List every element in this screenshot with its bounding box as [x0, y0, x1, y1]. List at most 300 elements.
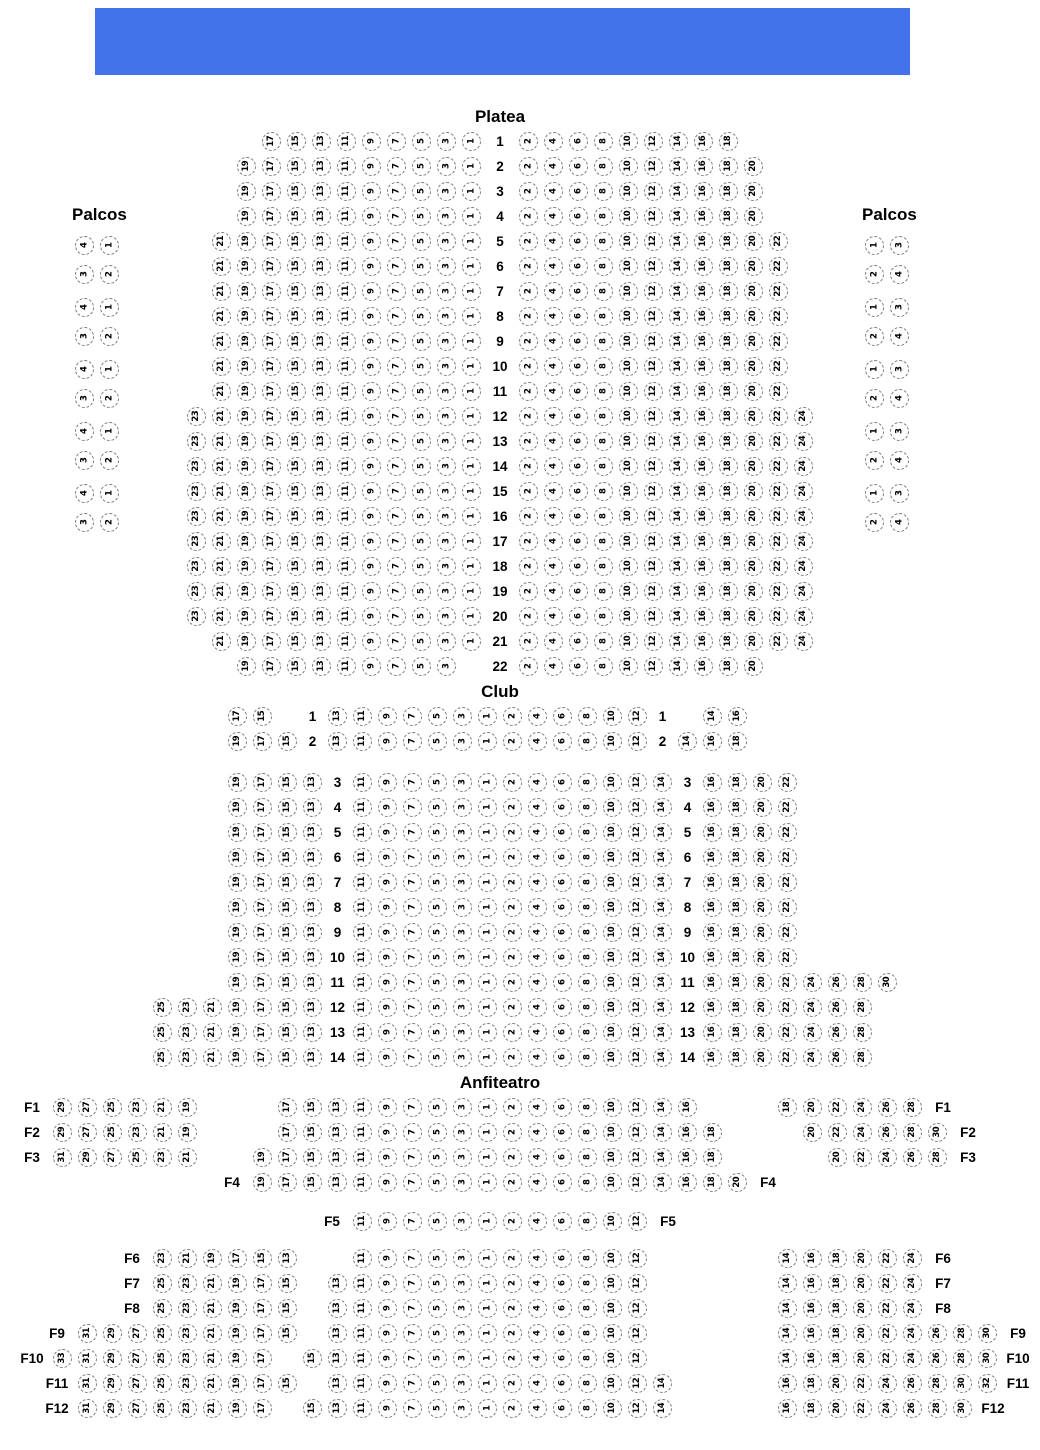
seat-platea-row1-7[interactable] — [387, 132, 406, 151]
seat-platea-row21-16[interactable] — [694, 632, 713, 651]
seat-anfiteatro-rowF8-16[interactable] — [803, 1299, 822, 1318]
seat-club-row11-1[interactable] — [478, 973, 497, 992]
seat-platea-row22-13[interactable] — [312, 657, 331, 676]
seat-anfiteatro-rowF2-22[interactable] — [828, 1123, 847, 1142]
seat-club-row2-10[interactable] — [603, 732, 622, 751]
seat-platea-row16-11[interactable] — [337, 507, 356, 526]
seat-anfiteatro-rowF8-17[interactable] — [253, 1299, 272, 1318]
seat-platea-row20-18[interactable] — [719, 607, 738, 626]
seat-platea-row12-14[interactable] — [669, 407, 688, 426]
seat-platea-row3-11[interactable] — [337, 182, 356, 201]
seat-platea-row14-19[interactable] — [237, 457, 256, 476]
seat-club-row3-12[interactable] — [628, 773, 647, 792]
seat-platea-row14-1[interactable] — [462, 457, 481, 476]
seat-platea-row5-11[interactable] — [337, 232, 356, 251]
seat-club-row14-2[interactable] — [503, 1048, 522, 1067]
seat-anfiteatro-rowF11-24[interactable] — [878, 1374, 897, 1393]
seat-club-row12-2[interactable] — [503, 998, 522, 1017]
seat-platea-row2-20[interactable] — [744, 157, 763, 176]
seat-platea-row3-19[interactable] — [237, 182, 256, 201]
seat-anfiteatro-rowF9-9[interactable] — [378, 1324, 397, 1343]
seat-anfiteatro-rowF4-19[interactable] — [253, 1173, 272, 1192]
seat-anfiteatro-rowF7-9[interactable] — [378, 1274, 397, 1293]
seat-anfiteatro-rowF11-7[interactable] — [403, 1374, 422, 1393]
seat-platea-row15-8[interactable] — [594, 482, 613, 501]
seat-club-row4-20[interactable] — [753, 798, 772, 817]
seat-platea-row21-10[interactable] — [619, 632, 638, 651]
seat-anfiteatro-rowF9-11[interactable] — [353, 1324, 372, 1343]
seat-anfiteatro-rowF4-16[interactable] — [678, 1173, 697, 1192]
seat-anfiteatro-rowF10-23[interactable] — [178, 1349, 197, 1368]
seat-anfiteatro-rowF10-14[interactable] — [778, 1349, 797, 1368]
seat-anfiteatro-rowF11-16[interactable] — [778, 1374, 797, 1393]
seat-platea-row13-22[interactable] — [769, 432, 788, 451]
seat-anfiteatro-rowF1-23[interactable] — [128, 1098, 147, 1117]
seat-platea-row15-6[interactable] — [569, 482, 588, 501]
seat-platea-row2-9[interactable] — [362, 157, 381, 176]
seat-anfiteatro-rowF6-3[interactable] — [453, 1249, 472, 1268]
seat-platea-row5-17[interactable] — [262, 232, 281, 251]
seat-club-row1-13[interactable] — [328, 707, 347, 726]
seat-anfiteatro-rowF11-2[interactable] — [503, 1374, 522, 1393]
seat-platea-row18-21[interactable] — [212, 557, 231, 576]
seat-platea-row6-4[interactable] — [544, 257, 563, 276]
seat-platea-row7-16[interactable] — [694, 282, 713, 301]
seat-anfiteatro-rowF3-10[interactable] — [603, 1148, 622, 1167]
seat-anfiteatro-rowF7-25[interactable] — [153, 1274, 172, 1293]
seat-club-row7-1[interactable] — [478, 873, 497, 892]
seat-platea-row18-7[interactable] — [387, 557, 406, 576]
seat-platea-row18-1[interactable] — [462, 557, 481, 576]
seat-club-row12-24[interactable] — [803, 998, 822, 1017]
seat-platea-row6-22[interactable] — [769, 257, 788, 276]
seat-anfiteatro-rowF4-7[interactable] — [403, 1173, 422, 1192]
seat-platea-row8-5[interactable] — [412, 307, 431, 326]
seat-anfiteatro-rowF6-23[interactable] — [153, 1249, 172, 1268]
seat-anfiteatro-rowF12-10[interactable] — [603, 1399, 622, 1418]
seat-anfiteatro-rowF1-13[interactable] — [328, 1098, 347, 1117]
seat-platea-row10-14[interactable] — [669, 357, 688, 376]
seat-platea-row20-1[interactable] — [462, 607, 481, 626]
seat-platea-row12-19[interactable] — [237, 407, 256, 426]
seat-club-row6-16[interactable] — [703, 848, 722, 867]
seat-platea-row20-8[interactable] — [594, 607, 613, 626]
seat-platea-row10-8[interactable] — [594, 357, 613, 376]
seat-anfiteatro-rowF2-6[interactable] — [553, 1123, 572, 1142]
seat-platea-row10-19[interactable] — [237, 357, 256, 376]
seat-anfiteatro-rowF8-14[interactable] — [778, 1299, 797, 1318]
seat-platea-row6-18[interactable] — [719, 257, 738, 276]
seat-anfiteatro-rowF6-24[interactable] — [903, 1249, 922, 1268]
seat-platea-row10-15[interactable] — [287, 357, 306, 376]
seat-platea-row15-21[interactable] — [212, 482, 231, 501]
seat-platea-row17-1[interactable] — [462, 532, 481, 551]
seat-platea-row12-13[interactable] — [312, 407, 331, 426]
seat-platea-row14-14[interactable] — [669, 457, 688, 476]
seat-club-row7-10[interactable] — [603, 873, 622, 892]
seat-anfiteatro-rowF9-21[interactable] — [203, 1324, 222, 1343]
seat-club-row11-20[interactable] — [753, 973, 772, 992]
seat-anfiteatro-rowF2-15[interactable] — [303, 1123, 322, 1142]
seat-anfiteatro-rowF11-17[interactable] — [253, 1374, 272, 1393]
seat-anfiteatro-rowF11-30[interactable] — [953, 1374, 972, 1393]
seat-platea-row21-1[interactable] — [462, 632, 481, 651]
seat-anfiteatro-rowF3-3[interactable] — [453, 1148, 472, 1167]
seat-platea-row11-1[interactable] — [462, 382, 481, 401]
seat-platea-row8-2[interactable] — [519, 307, 538, 326]
seat-platea-row16-2[interactable] — [519, 507, 538, 526]
seat-platea-row1-10[interactable] — [619, 132, 638, 151]
seat-anfiteatro-rowF8-6[interactable] — [553, 1299, 572, 1318]
seat-club-row10-16[interactable] — [703, 948, 722, 967]
seat-anfiteatro-rowF11-10[interactable] — [603, 1374, 622, 1393]
seat-platea-row10-13[interactable] — [312, 357, 331, 376]
seat-anfiteatro-rowF4-9[interactable] — [378, 1173, 397, 1192]
seat-club-row11-12[interactable] — [628, 973, 647, 992]
seat-platea-row3-5[interactable] — [412, 182, 431, 201]
seat-anfiteatro-rowF8-1[interactable] — [478, 1299, 497, 1318]
seat-anfiteatro-rowF2-5[interactable] — [428, 1123, 447, 1142]
seat-anfiteatro-rowF4-3[interactable] — [453, 1173, 472, 1192]
seat-platea-row2-10[interactable] — [619, 157, 638, 176]
seat-platea-row15-12[interactable] — [644, 482, 663, 501]
seat-platea-row1-4[interactable] — [544, 132, 563, 151]
seat-platea-row10-10[interactable] — [619, 357, 638, 376]
seat-club-row9-1[interactable] — [478, 923, 497, 942]
seat-platea-row18-24[interactable] — [794, 557, 813, 576]
seat-platea-row3-12[interactable] — [644, 182, 663, 201]
seat-platea-row5-14[interactable] — [669, 232, 688, 251]
seat-platea-row2-1[interactable] — [462, 157, 481, 176]
seat-club-row13-18[interactable] — [728, 1023, 747, 1042]
seat-club-row3-13[interactable] — [303, 773, 322, 792]
seat-platea-row20-22[interactable] — [769, 607, 788, 626]
seat-club-row12-26[interactable] — [828, 998, 847, 1017]
seat-anfiteatro-rowF9-6[interactable] — [553, 1324, 572, 1343]
seat-anfiteatro-rowF12-28[interactable] — [928, 1399, 947, 1418]
seat-club-row8-16[interactable] — [703, 898, 722, 917]
seat-anfiteatro-rowF3-25[interactable] — [128, 1148, 147, 1167]
seat-platea-row7-2[interactable] — [519, 282, 538, 301]
seat-platea-row2-8[interactable] — [594, 157, 613, 176]
seat-platea-row7-21[interactable] — [212, 282, 231, 301]
seat-platea-row20-19[interactable] — [237, 607, 256, 626]
seat-club-row2-18[interactable] — [728, 732, 747, 751]
seat-platea-row19-13[interactable] — [312, 582, 331, 601]
seat-club-row11-19[interactable] — [228, 973, 247, 992]
seat-anfiteatro-rowF1-27[interactable] — [78, 1098, 97, 1117]
seat-anfiteatro-rowF9-19[interactable] — [228, 1324, 247, 1343]
seat-club-row10-10[interactable] — [603, 948, 622, 967]
seat-anfiteatro-rowF12-3[interactable] — [453, 1399, 472, 1418]
seat-club-row2-9[interactable] — [378, 732, 397, 751]
seat-anfiteatro-rowF7-7[interactable] — [403, 1274, 422, 1293]
seat-anfiteatro-rowF12-26[interactable] — [903, 1399, 922, 1418]
seat-platea-row19-22[interactable] — [769, 582, 788, 601]
seat-platea-row15-18[interactable] — [719, 482, 738, 501]
seat-platea-row22-9[interactable] — [362, 657, 381, 676]
seat-platea-row18-4[interactable] — [544, 557, 563, 576]
seat-platea-row20-6[interactable] — [569, 607, 588, 626]
seat-platea-row5-2[interactable] — [519, 232, 538, 251]
seat-anfiteatro-rowF12-27[interactable] — [128, 1399, 147, 1418]
seat-anfiteatro-rowF12-11[interactable] — [353, 1399, 372, 1418]
seat-platea-row21-9[interactable] — [362, 632, 381, 651]
seat-anfiteatro-rowF12-16[interactable] — [778, 1399, 797, 1418]
seat-club-row8-7[interactable] — [403, 898, 422, 917]
seat-club-row2-5[interactable] — [428, 732, 447, 751]
seat-club-row1-1[interactable] — [478, 707, 497, 726]
seat-platea-row12-12[interactable] — [644, 407, 663, 426]
seat-platea-row3-15[interactable] — [287, 182, 306, 201]
seat-anfiteatro-rowF7-19[interactable] — [228, 1274, 247, 1293]
seat-platea-row11-11[interactable] — [337, 382, 356, 401]
seat-club-row10-17[interactable] — [253, 948, 272, 967]
seat-club-row5-11[interactable] — [353, 823, 372, 842]
seat-platea-row15-23[interactable] — [187, 482, 206, 501]
seat-anfiteatro-rowF3-23[interactable] — [153, 1148, 172, 1167]
seat-club-row3-14[interactable] — [653, 773, 672, 792]
seat-anfiteatro-rowF7-21[interactable] — [203, 1274, 222, 1293]
seat-anfiteatro-rowF8-24[interactable] — [903, 1299, 922, 1318]
seat-platea-row22-4[interactable] — [544, 657, 563, 676]
seat-anfiteatro-rowF2-12[interactable] — [628, 1123, 647, 1142]
seat-platea-row13-24[interactable] — [794, 432, 813, 451]
seat-platea-row15-10[interactable] — [619, 482, 638, 501]
seat-platea-row10-7[interactable] — [387, 357, 406, 376]
seat-platea-row11-4[interactable] — [544, 382, 563, 401]
seat-platea-row21-21[interactable] — [212, 632, 231, 651]
seat-club-row10-3[interactable] — [453, 948, 472, 967]
seat-club-row14-17[interactable] — [253, 1048, 272, 1067]
seat-platea-row6-6[interactable] — [569, 257, 588, 276]
seat-anfiteatro-rowF8-18[interactable] — [828, 1299, 847, 1318]
seat-anfiteatro-rowF9-14[interactable] — [778, 1324, 797, 1343]
seat-club-row2-13[interactable] — [328, 732, 347, 751]
seat-anfiteatro-rowF11-8[interactable] — [578, 1374, 597, 1393]
seat-club-row1-9[interactable] — [378, 707, 397, 726]
seat-club-row9-4[interactable] — [528, 923, 547, 942]
seat-platea-row5-15[interactable] — [287, 232, 306, 251]
seat-club-row9-5[interactable] — [428, 923, 447, 942]
seat-platea-row18-23[interactable] — [187, 557, 206, 576]
seat-anfiteatro-rowF6-17[interactable] — [228, 1249, 247, 1268]
seat-platea-row9-21[interactable] — [212, 332, 231, 351]
seat-anfiteatro-rowF1-6[interactable] — [553, 1098, 572, 1117]
seat-platea-row22-8[interactable] — [594, 657, 613, 676]
seat-anfiteatro-rowF3-28[interactable] — [928, 1148, 947, 1167]
seat-club-row14-13[interactable] — [303, 1048, 322, 1067]
seat-platea-row20-7[interactable] — [387, 607, 406, 626]
seat-anfiteatro-rowF6-5[interactable] — [428, 1249, 447, 1268]
seat-platea-row21-15[interactable] — [287, 632, 306, 651]
seat-anfiteatro-rowF2-9[interactable] — [378, 1123, 397, 1142]
seat-club-row4-8[interactable] — [578, 798, 597, 817]
seat-club-row14-10[interactable] — [603, 1048, 622, 1067]
seat-anfiteatro-rowF1-20[interactable] — [803, 1098, 822, 1117]
seat-club-row11-30[interactable] — [878, 973, 897, 992]
seat-platea-row21-18[interactable] — [719, 632, 738, 651]
seat-platea-row20-2[interactable] — [519, 607, 538, 626]
seat-club-row8-1[interactable] — [478, 898, 497, 917]
seat-club-row10-18[interactable] — [728, 948, 747, 967]
seat-club-row12-7[interactable] — [403, 998, 422, 1017]
seat-platea-row17-22[interactable] — [769, 532, 788, 551]
seat-platea-row8-8[interactable] — [594, 307, 613, 326]
seat-club-row6-11[interactable] — [353, 848, 372, 867]
seat-platea-row16-19[interactable] — [237, 507, 256, 526]
seat-club-row9-13[interactable] — [303, 923, 322, 942]
seat-club-row13-10[interactable] — [603, 1023, 622, 1042]
seat-club-row6-15[interactable] — [278, 848, 297, 867]
seat-platea-row7-17[interactable] — [262, 282, 281, 301]
seat-club-row8-6[interactable] — [553, 898, 572, 917]
seat-anfiteatro-rowF11-11[interactable] — [353, 1374, 372, 1393]
seat-platea-row8-10[interactable] — [619, 307, 638, 326]
seat-platea-row16-21[interactable] — [212, 507, 231, 526]
seat-platea-row3-10[interactable] — [619, 182, 638, 201]
seat-club-row11-9[interactable] — [378, 973, 397, 992]
seat-club-row10-6[interactable] — [553, 948, 572, 967]
seat-platea-row6-1[interactable] — [462, 257, 481, 276]
seat-anfiteatro-rowF9-5[interactable] — [428, 1324, 447, 1343]
seat-club-row2-3[interactable] — [453, 732, 472, 751]
seat-anfiteatro-rowF3-7[interactable] — [403, 1148, 422, 1167]
seat-anfiteatro-rowF6-20[interactable] — [853, 1249, 872, 1268]
seat-club-row8-10[interactable] — [603, 898, 622, 917]
seat-club-row13-23[interactable] — [178, 1023, 197, 1042]
seat-platea-row9-8[interactable] — [594, 332, 613, 351]
seat-platea-row19-1[interactable] — [462, 582, 481, 601]
seat-anfiteatro-rowF8-3[interactable] — [453, 1299, 472, 1318]
seat-anfiteatro-rowF8-11[interactable] — [353, 1299, 372, 1318]
seat-anfiteatro-rowF12-17[interactable] — [253, 1399, 272, 1418]
seat-platea-row7-5[interactable] — [412, 282, 431, 301]
seat-club-row13-5[interactable] — [428, 1023, 447, 1042]
seat-club-row2-2[interactable] — [503, 732, 522, 751]
seat-anfiteatro-rowF2-30[interactable] — [928, 1123, 947, 1142]
seat-club-row4-14[interactable] — [653, 798, 672, 817]
seat-club-row9-18[interactable] — [728, 923, 747, 942]
seat-platea-row9-2[interactable] — [519, 332, 538, 351]
seat-club-row13-24[interactable] — [803, 1023, 822, 1042]
seat-platea-row20-4[interactable] — [544, 607, 563, 626]
seat-platea-row7-1[interactable] — [462, 282, 481, 301]
seat-anfiteatro-rowF1-14[interactable] — [653, 1098, 672, 1117]
seat-club-row13-14[interactable] — [653, 1023, 672, 1042]
seat-platea-row8-15[interactable] — [287, 307, 306, 326]
seat-platea-row7-20[interactable] — [744, 282, 763, 301]
seat-platea-row16-6[interactable] — [569, 507, 588, 526]
seat-platea-row7-13[interactable] — [312, 282, 331, 301]
seat-club-row4-16[interactable] — [703, 798, 722, 817]
seat-anfiteatro-rowF8-12[interactable] — [628, 1299, 647, 1318]
seat-club-row5-3[interactable] — [453, 823, 472, 842]
seat-platea-row21-3[interactable] — [437, 632, 456, 651]
seat-platea-row15-19[interactable] — [237, 482, 256, 501]
seat-club-row1-16[interactable] — [728, 707, 747, 726]
seat-anfiteatro-rowF11-4[interactable] — [528, 1374, 547, 1393]
seat-club-row6-1[interactable] — [478, 848, 497, 867]
seat-anfiteatro-rowF7-8[interactable] — [578, 1274, 597, 1293]
seat-platea-row16-20[interactable] — [744, 507, 763, 526]
seat-club-row3-2[interactable] — [503, 773, 522, 792]
seat-club-row13-22[interactable] — [778, 1023, 797, 1042]
seat-anfiteatro-rowF12-19[interactable] — [228, 1399, 247, 1418]
seat-platea-row17-19[interactable] — [237, 532, 256, 551]
seat-platea-row2-15[interactable] — [287, 157, 306, 176]
seat-platea-row18-11[interactable] — [337, 557, 356, 576]
seat-platea-row11-21[interactable] — [212, 382, 231, 401]
seat-platea-row9-7[interactable] — [387, 332, 406, 351]
seat-platea-row9-14[interactable] — [669, 332, 688, 351]
seat-club-row1-12[interactable] — [628, 707, 647, 726]
seat-club-row14-28[interactable] — [853, 1048, 872, 1067]
seat-platea-row7-10[interactable] — [619, 282, 638, 301]
seat-platea-row14-11[interactable] — [337, 457, 356, 476]
seat-club-row12-21[interactable] — [203, 998, 222, 1017]
seat-platea-row8-4[interactable] — [544, 307, 563, 326]
seat-club-row4-17[interactable] — [253, 798, 272, 817]
seat-anfiteatro-rowF11-18[interactable] — [803, 1374, 822, 1393]
seat-platea-row22-14[interactable] — [669, 657, 688, 676]
seat-club-row13-16[interactable] — [703, 1023, 722, 1042]
seat-anfiteatro-rowF2-29[interactable] — [53, 1123, 72, 1142]
seat-platea-row17-12[interactable] — [644, 532, 663, 551]
seat-anfiteatro-rowF8-21[interactable] — [203, 1299, 222, 1318]
seat-anfiteatro-rowF1-3[interactable] — [453, 1098, 472, 1117]
seat-anfiteatro-rowF4-1[interactable] — [478, 1173, 497, 1192]
seat-club-row11-24[interactable] — [803, 973, 822, 992]
seat-anfiteatro-rowF4-5[interactable] — [428, 1173, 447, 1192]
seat-platea-row17-18[interactable] — [719, 532, 738, 551]
seat-anfiteatro-rowF3-4[interactable] — [528, 1148, 547, 1167]
seat-club-row7-19[interactable] — [228, 873, 247, 892]
seat-club-row4-3[interactable] — [453, 798, 472, 817]
seat-club-row12-20[interactable] — [753, 998, 772, 1017]
seat-anfiteatro-rowF11-27[interactable] — [128, 1374, 147, 1393]
seat-anfiteatro-rowF12-23[interactable] — [178, 1399, 197, 1418]
seat-anfiteatro-rowF9-26[interactable] — [928, 1324, 947, 1343]
seat-platea-row8-22[interactable] — [769, 307, 788, 326]
seat-club-row3-6[interactable] — [553, 773, 572, 792]
seat-platea-row4-14[interactable] — [669, 207, 688, 226]
seat-club-row14-21[interactable] — [203, 1048, 222, 1067]
seat-platea-row13-20[interactable] — [744, 432, 763, 451]
seat-platea-row13-18[interactable] — [719, 432, 738, 451]
seat-platea-row17-8[interactable] — [594, 532, 613, 551]
seat-platea-row3-14[interactable] — [669, 182, 688, 201]
seat-anfiteatro-rowF11-29[interactable] — [103, 1374, 122, 1393]
seat-club-row3-18[interactable] — [728, 773, 747, 792]
seat-anfiteatro-rowF2-21[interactable] — [153, 1123, 172, 1142]
seat-anfiteatro-rowF4-17[interactable] — [278, 1173, 297, 1192]
seat-platea-row14-8[interactable] — [594, 457, 613, 476]
seat-platea-row7-15[interactable] — [287, 282, 306, 301]
seat-anfiteatro-rowF2-17[interactable] — [278, 1123, 297, 1142]
seat-platea-row5-16[interactable] — [694, 232, 713, 251]
seat-platea-row6-15[interactable] — [287, 257, 306, 276]
seat-platea-row13-23[interactable] — [187, 432, 206, 451]
seat-club-row9-10[interactable] — [603, 923, 622, 942]
seat-club-row10-15[interactable] — [278, 948, 297, 967]
seat-platea-row22-5[interactable] — [412, 657, 431, 676]
seat-club-row1-6[interactable] — [553, 707, 572, 726]
seat-platea-row5-20[interactable] — [744, 232, 763, 251]
seat-platea-row4-9[interactable] — [362, 207, 381, 226]
seat-platea-row1-16[interactable] — [694, 132, 713, 151]
seat-club-row6-7[interactable] — [403, 848, 422, 867]
